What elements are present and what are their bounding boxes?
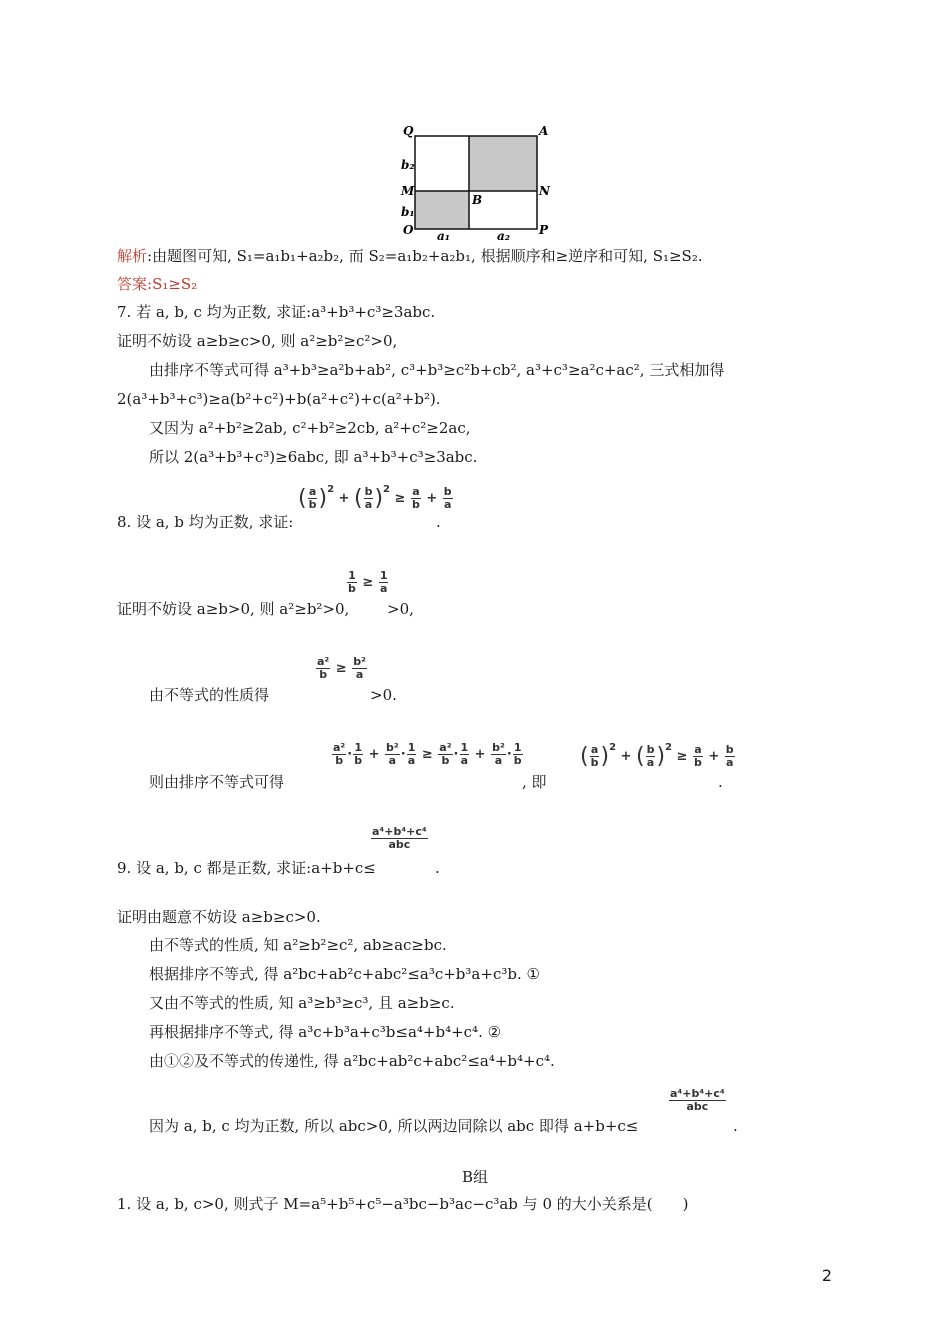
label-N: N	[539, 184, 550, 198]
analysis-label: 解析	[117, 247, 148, 265]
answer-text: :S₁≥S₂	[147, 275, 198, 293]
q9-line-1: 证明由题意不妨设 a≥b≥c>0.	[117, 908, 321, 926]
label-M: M	[401, 184, 415, 198]
q7-line-4: 又因为 a²+b²≥2ab, c²+b²≥2cb, a²+c²≥2ac,	[149, 419, 471, 437]
answer-label: 答案	[117, 275, 148, 293]
label-A: A	[539, 124, 549, 138]
q8-prop-ineq: $\frac{\text{a²}}{b}$ ≥ $\frac{\text{b²}}{a}$	[317, 655, 366, 681]
q9-last-fraction: $\frac{\text{a⁴+b⁴+c⁴}}{\text{abc}}$	[670, 1087, 725, 1113]
q9-line-6: 由①②及不等式的传递性, 得 a²bc+ab²c+abc²≤a⁴+b⁴+c⁴.	[149, 1052, 555, 1070]
label-b1: b₁	[401, 205, 415, 219]
q8-rearrangement: $\frac{\text{a²}}{b}$ · $\frac{1}{b}$ + $\frac{\text{b²}}{a}$ · $\frac{1}{a}$ ≥ $\frac{\text{a²}}{b}$ · $\frac{1}{a}$ + $\frac{\text{b²}}{a}$ · $\frac{1}{b}$	[333, 741, 522, 767]
q7-line-5: 所以 2(a³+b³+c³)≥6abc, 即 a³+b³+c³≥3abc.	[149, 448, 478, 466]
group-b-heading: B组	[461, 1168, 489, 1186]
q8-conclusion-period: .	[718, 773, 723, 791]
q8-title: 8. 设 a, b 均为正数, 求证:	[117, 513, 294, 531]
q9-fraction: $\frac{\text{a⁴+b⁴+c⁴}}{\text{abc}}$	[372, 825, 427, 851]
q9-line-4: 又由不等式的性质, 知 a³≥b³≥c³, 且 a≥b≥c.	[149, 994, 455, 1012]
q8-line-2: 由不等式的性质得	[149, 686, 270, 704]
q7-title: 7. 若 a, b, c 均为正数, 求证:a³+b³+c³≥3abc.	[117, 303, 436, 321]
label-P: P	[539, 223, 549, 237]
group-b-q1: 1. 设 a, b, c>0, 则式子 M=a⁵+b⁵+c⁵−a³bc−b³ac−c³ab 与 0 的大小关系是( )	[117, 1195, 689, 1213]
label-a1: a₁	[437, 229, 451, 242]
label-b2: b₂	[401, 158, 415, 172]
q7-line-3: 2(a³+b³+c³)≥a(b²+c²)+b(a²+c²)+c(a²+b²).	[117, 390, 441, 408]
q8-title-period: .	[436, 513, 441, 531]
q9-title: 9. 设 a, b, c 都是正数, 求证:a+b+c≤	[117, 859, 376, 877]
q8-conclusion: ( $\frac{a}{b}$ )$^2$ + ( $\frac{b}{a}$ )$^2$ ≥ $\frac{a}{b}$ + $\frac{b}{a}$	[580, 742, 734, 769]
q9-line-3: 根据排序不等式, 得 a²bc+ab²c+abc²≤a³c+b³a+c³b. ①	[149, 965, 540, 983]
q9-last-period: .	[733, 1117, 738, 1135]
q8-line-3: 则由排序不等式可得	[149, 773, 285, 791]
q8-line-2-tail: >0.	[370, 686, 397, 704]
q7-line-1: 证明不妨设 a≥b≥c>0, 则 a²≥b²≥c²>0,	[117, 332, 398, 350]
page-number: 2	[821, 1266, 832, 1285]
q8-recip-ineq: $\frac{1}{b}$ ≥ $\frac{1}{a}$	[348, 569, 388, 595]
q8-line-1: 证明不妨设 a≥b>0, 则 a²≥b²>0,	[117, 600, 350, 618]
q8-line-3-mid: , 即	[522, 773, 547, 791]
q9-last-line: 因为 a, b, c 均为正数, 所以 abc>0, 所以两边同除以 abc 即得 a+b+c≤	[149, 1117, 639, 1135]
q7-line-2: 由排序不等式可得 a³+b³≥a²b+ab², c³+b³≥c²b+cb², a³+c³≥a²c+ac², 三式相加得	[149, 361, 725, 379]
label-O: O	[403, 223, 414, 237]
q8-formula: ( $\frac{a}{b}$ )$^2$ + ( $\frac{b}{a}$ )$^2$ ≥ $\frac{a}{b}$ + $\frac{b}{a}$	[298, 484, 452, 511]
q9-title-period: .	[435, 859, 440, 877]
label-B: B	[472, 193, 483, 207]
q9-line-2: 由不等式的性质, 知 a²≥b²≥c², ab≥ac≥bc.	[149, 936, 447, 954]
q9-line-5: 再根据排序不等式, 得 a³c+b³a+c³b≤a⁴+b⁴+c⁴. ②	[149, 1023, 502, 1041]
analysis-text: :由题图可知, S₁=a₁b₁+a₂b₂, 而 S₂=a₁b₂+a₂b₁, 根据顺序和≥逆序和可知, S₁≥S₂.	[147, 247, 703, 265]
rectangle-figure	[395, 120, 555, 242]
analysis-line	[117, 246, 703, 266]
answer-line	[117, 274, 197, 294]
q8-line-1-tail: >0,	[387, 600, 414, 618]
label-a2: a₂	[497, 229, 511, 242]
label-Q: Q	[403, 124, 414, 138]
